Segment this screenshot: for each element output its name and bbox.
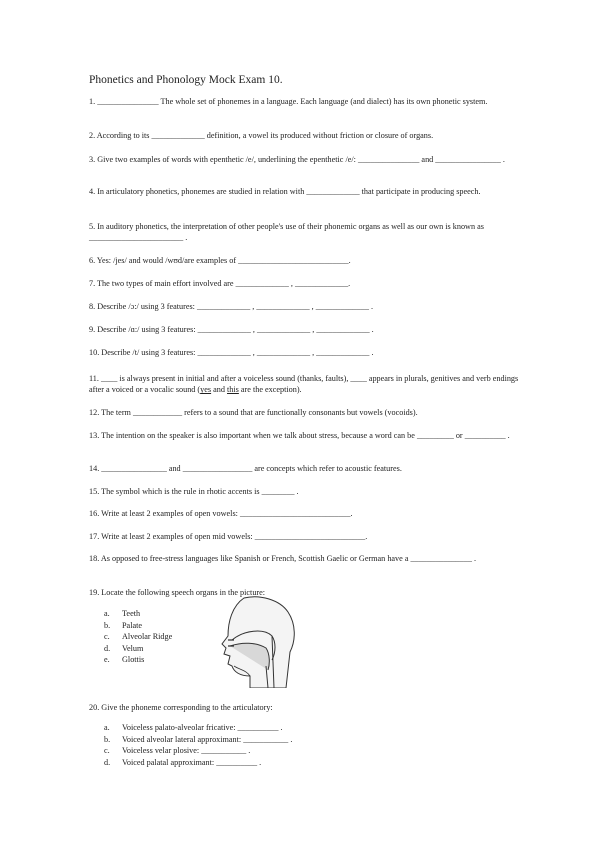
list-item: a. Teeth [104,609,141,618]
question-19: 19. Locate the following speech organs in the picture: [89,588,266,597]
list-item: d. Voiced palatal approximant: __________ . [104,757,262,767]
question-10: 10. Describe /t/ using 3 features: _____________ , _____________ , _____________ . [89,348,374,357]
question-18: 18. As opposed to free-stress languages like Spanish or French, Scottish Gaelic or German have a _______________ . [89,554,477,563]
question-3: 3. Give two examples of words with epenthetic /e/, underlining the epenthetic /e/: _______________ and ________________ . [89,155,505,164]
question-4: 4. In articulatory phonetics, phonemes are studied in relation with _____________ that participate in producing speech. [89,187,481,196]
question-11-yes: yes [200,385,212,395]
question-5: 5. In auditory phonetics, the interpretation of other people's use of their phonemic organs as well as our own is known as _______________________ . [89,222,484,243]
list-item: d. Velum [104,643,144,653]
question-6: 6. Yes: /jes/ and would /wʊd/are examples of ___________________________. [89,256,351,265]
question-13: 13. The intention on the speaker is also important when we talk about stress, because a word can be _________ or __________ . [89,431,510,440]
question-11-end: are the exception). [238,385,302,395]
question-8: 8. Describe /ɔ:/ using 3 features: _____________ , _____________ , _____________ . [89,302,374,311]
question-11-text: 11. ____ is always present in initial and after a voiceless sound (thanks, faults), ____ appears in plurals, genitives and verb endings after a voiced or a vocalic sound ( [89,374,519,395]
question-1: 1. _______________ The whole set of phonemes in a language. Each language (and dialect) has its own phonetic system. [89,97,488,106]
list-item: a. Voiceless palato-alveolar fricative: __________ . [104,723,283,732]
question-15: 15. The symbol which is the rule in rhotic accents is ________ . [89,487,299,496]
question-20: 20. Give the phoneme corresponding to the articulatory: [89,703,273,712]
list-item: b. Voiced alveolar lateral approximant: ___________ . [104,734,293,744]
question-16: 16. Write at least 2 examples of open vowels: ___________________________. [89,509,353,518]
list-item: c. Alveolar Ridge [104,632,173,641]
question-7: 7. The two types of main effort involved are _____________ , _____________. [89,279,351,288]
question-11 [89,373,529,396]
list-item: e. Glottis [104,655,145,664]
speech-organs-figure [210,596,298,688]
list-item: b. Palate [104,620,143,630]
exam-title: Phonetics and Phonology Mock Exam 10. [89,74,283,86]
question-14: 14. ________________ and _________________ are concepts which refer to acoustic features. [89,464,402,473]
question-12: 12. The term ____________ refers to a sound that are functionally consonants but vowels (vocoids). [89,408,418,417]
question-11-and: and [211,385,228,395]
question-9: 9. Describe /ɑ:/ using 3 features: _____________ , _____________ , _____________ . [89,325,374,334]
list-item: c. Voiceless velar plosive: ___________ . [104,746,251,755]
question-11-this: this [227,385,239,395]
question-2: 2. According to its _____________ definition, a vowel its produced without friction or closure of organs. [89,131,434,140]
phoneme-articulation-list [104,722,292,768]
question-17: 17. Write at least 2 examples of open mid vowels: ___________________________. [89,532,368,541]
speech-organs-list [104,608,172,666]
